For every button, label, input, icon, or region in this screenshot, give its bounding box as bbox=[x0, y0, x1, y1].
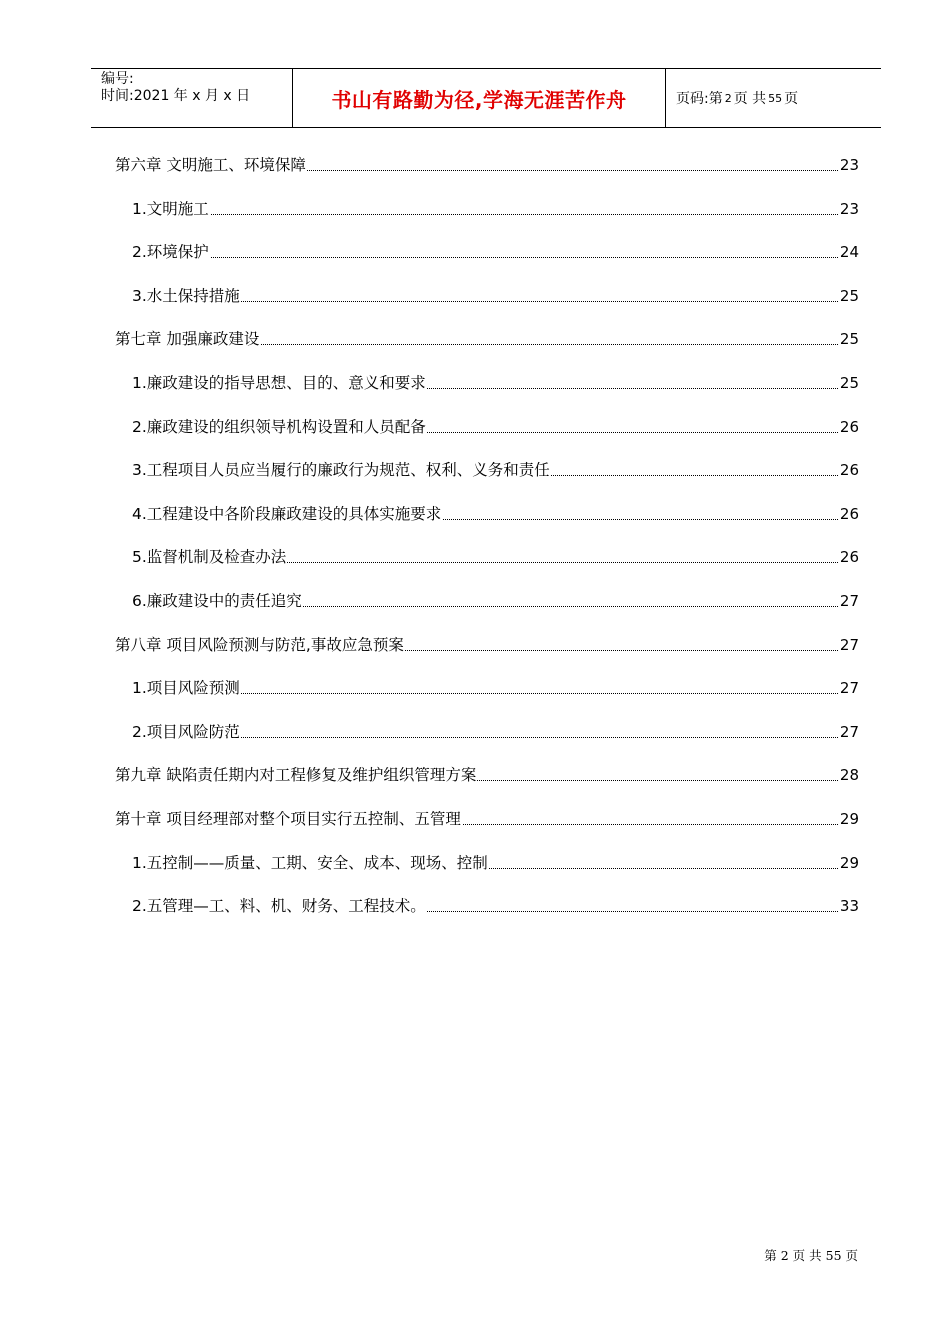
toc-entry-page: 24 bbox=[839, 243, 859, 262]
toc-leader-dots bbox=[132, 257, 838, 258]
toc-entry-title: 第七章 加强廉政建设 bbox=[115, 327, 260, 351]
toc-entry[interactable] bbox=[0, 197, 950, 221]
toc-entry-title: 第九章 缺陷责任期内对工程修复及维护组织管理方案 bbox=[115, 763, 477, 787]
document-code-label: 编号: bbox=[101, 71, 134, 87]
toc-entry[interactable] bbox=[0, 589, 950, 613]
page-current: 2 bbox=[724, 91, 732, 105]
toc-entry-title: 第八章 项目风险预测与防范,事故应急预案 bbox=[115, 633, 405, 657]
toc-entry[interactable] bbox=[0, 545, 950, 569]
toc-entry-page: 27 bbox=[839, 679, 859, 698]
toc-entry-page: 27 bbox=[839, 722, 859, 741]
toc-entry-page: 27 bbox=[839, 635, 859, 654]
toc-entry[interactable] bbox=[0, 676, 950, 700]
page-footer bbox=[764, 1246, 858, 1264]
motto-text: 书山有路勤为径,学海无涯苦作舟 bbox=[331, 87, 627, 112]
toc-entry[interactable] bbox=[0, 284, 950, 308]
toc-entry[interactable] bbox=[0, 633, 950, 657]
footer-page-number: 第 2 页 共 55 页 bbox=[764, 1248, 858, 1263]
toc-entry-title: 2.廉政建设的组织领导机构设置和人员配备 bbox=[132, 415, 427, 439]
toc-entry-page: 25 bbox=[839, 286, 859, 305]
page-suffix: 页 bbox=[784, 91, 799, 107]
toc-entry-page: 33 bbox=[839, 897, 859, 916]
toc-entry-title: 2.项目风险防范 bbox=[132, 720, 241, 744]
toc-entry-page: 26 bbox=[839, 504, 859, 523]
toc-entry[interactable] bbox=[0, 415, 950, 439]
toc-entry-title: 3.工程项目人员应当履行的廉政行为规范、权利、义务和责任 bbox=[132, 458, 551, 482]
toc-entry-page: 28 bbox=[839, 766, 859, 785]
toc-entry[interactable] bbox=[0, 458, 950, 482]
toc-leader-dots bbox=[132, 214, 838, 215]
toc-entry-page: 29 bbox=[839, 853, 859, 872]
toc-entry-title: 1.文明施工 bbox=[132, 197, 210, 221]
toc-entry-page: 25 bbox=[839, 330, 859, 349]
page-total: 55 bbox=[768, 91, 783, 105]
toc-entry[interactable] bbox=[0, 502, 950, 526]
page-header bbox=[91, 68, 881, 128]
header-motto bbox=[293, 69, 666, 127]
page-middle: 页 共 bbox=[733, 91, 767, 107]
toc-entry[interactable] bbox=[0, 720, 950, 744]
toc-entry-page: 26 bbox=[839, 548, 859, 567]
toc-entry[interactable] bbox=[0, 240, 950, 264]
toc-entry[interactable] bbox=[0, 327, 950, 351]
document-time: 时间:2021 年 x 月 x 日 bbox=[101, 88, 251, 104]
toc-entry-title: 1.五控制——质量、工期、安全、成本、现场、控制 bbox=[132, 851, 489, 875]
toc-entry-title: 1.项目风险预测 bbox=[132, 676, 241, 700]
toc-entry-title: 1.廉政建设的指导思想、目的、意义和要求 bbox=[132, 371, 427, 395]
toc-entry[interactable] bbox=[0, 371, 950, 395]
toc-entry-title: 第六章 文明施工、环境保障 bbox=[115, 153, 307, 177]
toc-entry-title: 6.廉政建设中的责任追究 bbox=[132, 589, 303, 613]
toc-entry-page: 25 bbox=[839, 374, 859, 392]
toc-entry[interactable] bbox=[0, 763, 950, 787]
toc-entry-page: 26 bbox=[839, 417, 859, 436]
toc-entry-title: 4.工程建设中各阶段廉政建设的具体实施要求 bbox=[132, 502, 442, 526]
toc-entry-page: 27 bbox=[839, 592, 859, 610]
toc-entry-page: 23 bbox=[839, 199, 859, 218]
header-meta bbox=[91, 69, 293, 127]
toc-entry-page: 29 bbox=[839, 810, 859, 828]
toc-entry-title: 第十章 项目经理部对整个项目实行五控制、五管理 bbox=[115, 807, 462, 831]
toc-entry-page: 26 bbox=[839, 461, 859, 480]
toc-entry-page: 23 bbox=[839, 156, 859, 174]
toc-entry-title: 3.水土保持措施 bbox=[132, 284, 241, 308]
toc-entry-title: 2.五管理—工、料、机、财务、工程技术。 bbox=[132, 894, 427, 918]
toc-entry[interactable] bbox=[0, 807, 950, 831]
toc-entry-title: 5.监督机制及检查办法 bbox=[132, 545, 287, 569]
toc-entry[interactable] bbox=[0, 851, 950, 875]
page-prefix: 页码:第 bbox=[676, 91, 723, 107]
toc-entry[interactable] bbox=[0, 153, 950, 177]
header-page-number bbox=[666, 69, 881, 127]
toc-entry-title: 2.环境保护 bbox=[132, 240, 210, 264]
toc-entry[interactable] bbox=[0, 894, 950, 918]
